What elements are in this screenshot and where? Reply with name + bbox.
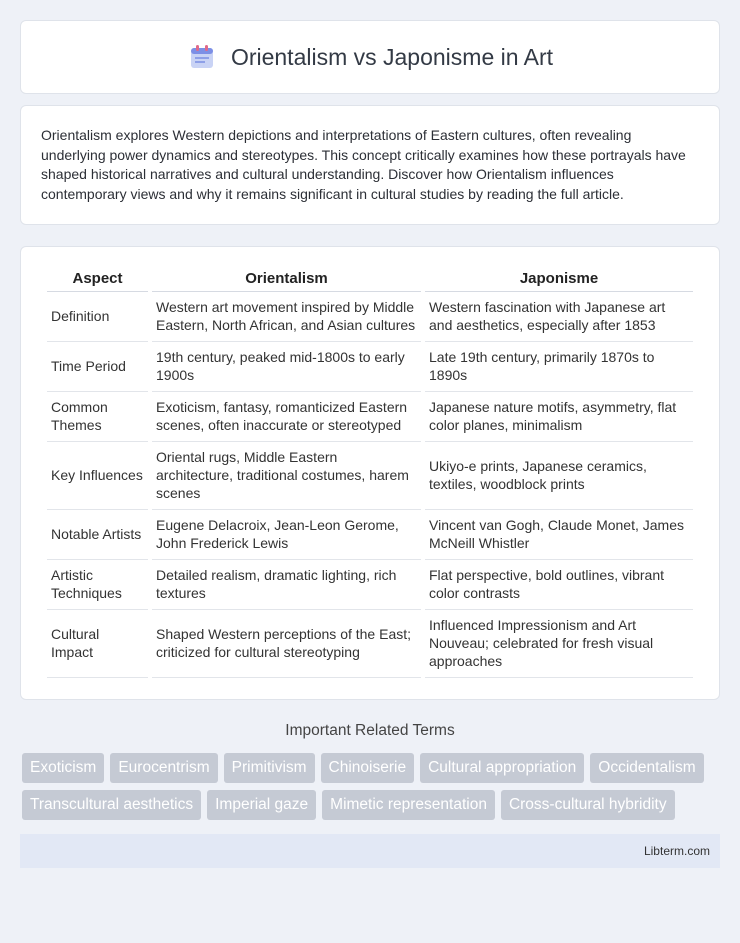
calendar-icon: [187, 43, 217, 71]
tag-cross-cultural-hybridity[interactable]: Cross-cultural hybridity: [501, 790, 675, 820]
comparison-table-card: [20, 246, 720, 700]
table-row: [47, 510, 693, 560]
column-header-orientalism: Orientalism: [152, 261, 421, 292]
page-title: Orientalism vs Japonisme in Art: [230, 43, 554, 70]
table-row: [47, 560, 693, 610]
row-aspect: Notable Artists: [47, 510, 148, 560]
intro-card: [20, 105, 720, 225]
row-japonisme: Japanese nature motifs, asymmetry, flat color planes, minimalism: [425, 392, 693, 442]
row-japonisme: Ukiyo-e prints, Japanese ceramics, textiles, woodblock prints: [425, 442, 693, 510]
row-japonisme: Western fascination with Japanese art and aesthetics, especially after 1853: [425, 292, 693, 342]
tag-chinoiserie[interactable]: Chinoiserie: [321, 753, 415, 783]
tag-primitivism[interactable]: Primitivism: [224, 753, 315, 783]
tag-eurocentrism[interactable]: Eurocentrism: [110, 753, 217, 783]
row-aspect: Artistic Techniques: [47, 560, 148, 610]
row-aspect: Key Influences: [47, 442, 148, 510]
row-japonisme: Late 19th century, primarily 1870s to 1890s: [425, 342, 693, 392]
row-japonisme: Influenced Impressionism and Art Nouveau; celebrated for fresh visual approaches: [425, 610, 693, 678]
row-aspect: Cultural Impact: [47, 610, 148, 678]
row-orientalism: Oriental rugs, Middle Eastern architecture, traditional costumes, harem scenes: [152, 442, 421, 510]
table-header-row: [47, 261, 693, 292]
row-orientalism: Exoticism, fantasy, romanticized Eastern scenes, often inaccurate or stereotyped: [152, 392, 421, 442]
row-japonisme: Flat perspective, bold outlines, vibrant color contrasts: [425, 560, 693, 610]
row-orientalism: Shaped Western perceptions of the East; criticized for cultural stereotyping: [152, 610, 421, 678]
tag-mimetic-representation[interactable]: Mimetic representation: [322, 790, 495, 820]
header-card: [20, 20, 720, 94]
column-header-japonisme: Japonisme: [425, 261, 693, 292]
table-row: [47, 292, 693, 342]
column-header-aspect: Aspect: [47, 261, 148, 292]
tag-cultural-appropriation[interactable]: Cultural appropriation: [420, 753, 584, 783]
table-row: [47, 442, 693, 510]
row-orientalism: Detailed realism, dramatic lighting, rich textures: [152, 560, 421, 610]
comparison-table: [43, 261, 697, 678]
row-aspect: Time Period: [47, 342, 148, 392]
row-orientalism: Western art movement inspired by Middle Eastern, North African, and Asian cultures: [152, 292, 421, 342]
table-row: [47, 610, 693, 678]
tag-exoticism[interactable]: Exoticism: [22, 753, 104, 783]
footer-site-link[interactable]: Libterm.com: [643, 844, 710, 858]
row-orientalism: 19th century, peaked mid-1800s to early 1900s: [152, 342, 421, 392]
row-orientalism: Eugene Delacroix, Jean-Leon Gerome, John Frederick Lewis: [152, 510, 421, 560]
related-terms-title: Important Related Terms: [285, 722, 455, 739]
tag-occidentalism[interactable]: Occidentalism: [590, 753, 703, 783]
table-row: [47, 342, 693, 392]
row-japonisme: Vincent van Gogh, Claude Monet, James McNeill Whistler: [425, 510, 693, 560]
related-terms-tags: [22, 753, 718, 820]
intro-text: Orientalism explores Western depictions and interpretations of Eastern cultures, often revealing underlying power dynamics and stereotypes. This concept critically examines how these portrayals have shaped historical narratives and cultural understanding. Discover how Orientalism influences contemporary views and why it remains significant in cultural studies by reading the full article.: [41, 127, 686, 202]
tag-imperial-gaze[interactable]: Imperial gaze: [207, 790, 316, 820]
row-aspect: Definition: [47, 292, 148, 342]
row-aspect: Common Themes: [47, 392, 148, 442]
footer: [20, 834, 720, 868]
table-row: [47, 392, 693, 442]
tag-transcultural-aesthetics[interactable]: Transcultural aesthetics: [22, 790, 201, 820]
